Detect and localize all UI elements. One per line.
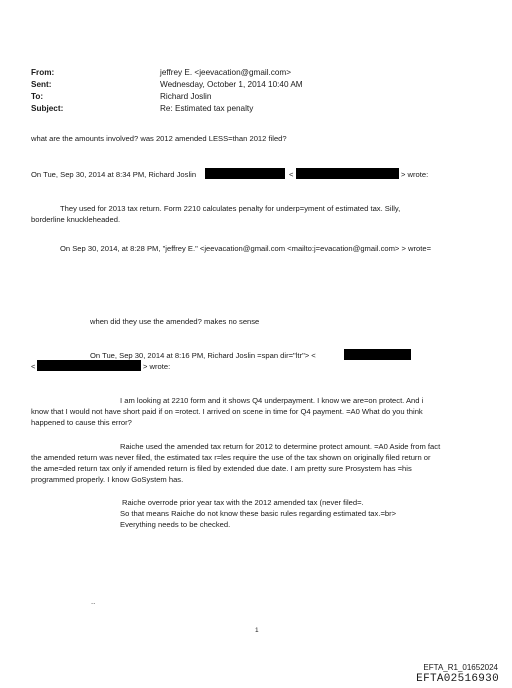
quote-header-1-lt: < bbox=[289, 170, 294, 179]
page-number: 1 bbox=[255, 627, 259, 634]
paragraph-2-line-1: They used for 2013 tax return. Form 2210 calculates penalty for underp=yment of estimated tax. Silly, bbox=[60, 204, 401, 213]
redaction-block bbox=[205, 168, 285, 179]
reply-line: what are the amounts involved? was 2012 amended LESS=than 2012 filed? bbox=[31, 134, 287, 143]
paragraph-2-line-2: borderline knuckleheaded. bbox=[31, 215, 121, 224]
from-label: From: bbox=[31, 68, 55, 77]
redaction-block bbox=[37, 360, 141, 371]
paragraph-6-line-2: So that means Raiche do not know these basic rules regarding estimated tax.=br> bbox=[120, 509, 397, 518]
redaction-block bbox=[296, 168, 399, 179]
sent-label: Sent: bbox=[31, 80, 52, 89]
paragraph-4-line-3: happened to cause this error? bbox=[31, 418, 132, 427]
ellipsis-mark: .. bbox=[91, 597, 96, 606]
quote-header-2: On Sep 30, 2014, at 8:28 PM, "jeffrey E." <jeevacation@gmail.com <mailto:j=evacation@gmail.com> > wrote= bbox=[60, 244, 432, 253]
question-line: when did they use the amended? makes no sense bbox=[90, 317, 260, 326]
to-label: To: bbox=[31, 92, 44, 101]
paragraph-5-line-3: the ame=ded return tax only if amended return is filed by extended due date. I am pretty sure Prosystem has =his bbox=[31, 464, 412, 473]
paragraph-5-line-2: the amended return was never filed, the estimated tax r=les require the use of the tax shown on originally filed return or bbox=[31, 453, 431, 462]
redaction-block bbox=[344, 349, 411, 360]
paragraph-6-line-1: Raiche overrode prior year tax with the 2012 amended tax (never filed=. bbox=[122, 498, 364, 507]
bates-id-small: EFTA_R1_01652024 bbox=[423, 663, 498, 672]
to-value: Richard Joslin bbox=[160, 92, 212, 101]
paragraph-6-line-3: Everything needs to be checked. bbox=[120, 520, 231, 529]
subject-label: Subject: bbox=[31, 104, 64, 113]
from-value: jeffrey E. <jeevacation@gmail.com> bbox=[160, 68, 292, 77]
paragraph-4-line-1: I am looking at 2210 form and it shows Q4 underpayment. I know we are=on protect. And i bbox=[120, 396, 424, 405]
paragraph-5-line-4: programmed properly. I know GoSystem has. bbox=[31, 475, 184, 484]
paragraph-5-line-1: Raiche used the amended tax return for 2012 to determine protect amount. =A0 Aside from fact bbox=[120, 442, 441, 451]
quote-header-3-lt: < bbox=[31, 362, 36, 371]
quote-header-3: On Tue, Sep 30, 2014 at 8:16 PM, Richard Joslin =span dir="ltr"> < bbox=[90, 351, 316, 360]
subject-value: Re: Estimated tax penalty bbox=[160, 104, 254, 113]
quote-header-1-end: > wrote: bbox=[401, 170, 429, 179]
quote-header-1: On Tue, Sep 30, 2014 at 8:34 PM, Richard Joslin bbox=[31, 170, 197, 179]
sent-value: Wednesday, October 1, 2014 10:40 AM bbox=[160, 80, 303, 89]
paragraph-4-line-2: know that I would not have short paid if on =rotect. I arrived on scene in time for Q4 payment. =A0 What do you think bbox=[31, 407, 423, 416]
quote-header-3-end: > wrote: bbox=[143, 362, 171, 371]
bates-id-large: EFTA02516930 bbox=[416, 673, 499, 685]
